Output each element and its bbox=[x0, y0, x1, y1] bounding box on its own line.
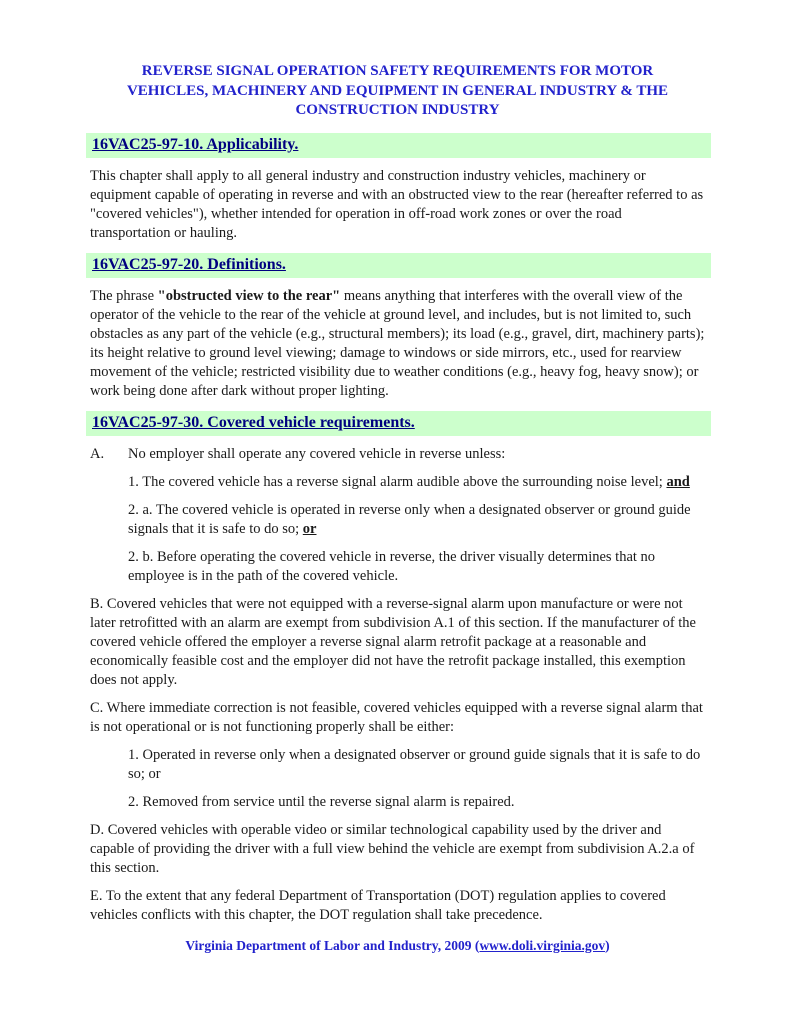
requirement-item-a2a-text: 2. a. The covered vehicle is operated in reverse only when a designated observer or ground guide signals that it is safe to do so; bbox=[128, 501, 691, 537]
requirement-item-a2b: 2. b. Before operating the covered vehicle in reverse, the driver visually determines that no employee is in the path of the covered vehicle. bbox=[128, 548, 656, 584]
requirement-item-a-label: A. bbox=[90, 445, 105, 462]
document-footer bbox=[90, 937, 705, 954]
defined-phrase: "obstructed view to the rear" bbox=[157, 287, 341, 304]
section-heading-link-definitions[interactable]: 16VAC25-97-20. Definitions. bbox=[92, 255, 286, 273]
requirement-item-a1-text: 1. The covered vehicle has a reverse signal alarm audible above the surrounding noise level; bbox=[128, 473, 667, 490]
footer-text-suffix: ) bbox=[605, 937, 610, 953]
requirement-paragraph-b: B. Covered vehicles that were not equipped with a reverse-signal alarm upon manufacture or were not later retrofitted with an alarm are exempt from subdivision A.1 of this section. If the manufacturer of the covered vehicle offered the employer a reverse signal alarm retrofit package at a reasonable and economically feasible cost and the employer did not have the retrofit package installed, this exemption does not apply. bbox=[90, 595, 696, 688]
section-heading-link-covered-vehicle-requirements[interactable]: 16VAC25-97-30. Covered vehicle requirements. bbox=[92, 413, 415, 431]
section-heading-bar-definitions bbox=[86, 253, 711, 278]
definitions-paragraph-prefix: The phrase bbox=[90, 287, 158, 304]
footer-text-prefix: Virginia Department of Labor and Industry, 2009 ( bbox=[185, 937, 480, 953]
document-title-line-3: CONSTRUCTION INDUSTRY bbox=[295, 102, 500, 118]
applicability-paragraph: This chapter shall apply to all general industry and construction industry vehicles, machinery or equipment capable of operating in reverse and with an obstructed view to the rear (hereafter referred to as "covered vehicles"), whether intended for operation in off-road work zones or over the road transportation or hauling. bbox=[90, 167, 704, 241]
requirement-item-a2a bbox=[128, 501, 705, 539]
definitions-paragraph bbox=[90, 287, 705, 401]
requirement-item-a1 bbox=[128, 473, 705, 492]
document-title-line-2: VEHICLES, MACHINERY AND EQUIPMENT IN GENERAL INDUSTRY & THE bbox=[126, 82, 669, 99]
section-heading-bar-covered-vehicle-requirements bbox=[86, 411, 711, 436]
conjunction-or: or bbox=[302, 520, 317, 537]
document-title bbox=[90, 62, 705, 121]
definitions-paragraph-rest: means anything that interferes with the overall view of the operator of the vehicle to the rear of the vehicle at ground level, and includes, but is not limited to, such obstacles as any part of the vehicle (e.g., structural members); its load (e.g., gravel, dirt, machinery parts); its height relative to ground level viewing; damage to windows or side mirrors, etc., used for rearview movement of the vehicle; restricted visibility due to weather conditions (e.g., heavy fog, heavy snow); or work being done after dark without proper lighting. bbox=[90, 287, 705, 399]
conjunction-and: and bbox=[666, 473, 690, 490]
requirement-paragraph-d: D. Covered vehicles with operable video or similar technological capability used by the driver and capable of providing the driver with a full view behind the vehicle are exempt from subdivision A.2.a of this section. bbox=[90, 821, 695, 876]
requirement-paragraph-e: E. To the extent that any federal Department of Transportation (DOT) regulation applies to covered vehicles conflicts with this chapter, the DOT regulation shall take precedence. bbox=[90, 887, 666, 923]
requirement-item-c1: 1. Operated in reverse only when a designated observer or ground guide signals that it is safe to do so; or bbox=[128, 746, 701, 782]
document-title-line-1: REVERSE SIGNAL OPERATION SAFETY REQUIREMENTS FOR MOTOR bbox=[141, 63, 654, 79]
section-heading-link-applicability[interactable]: 16VAC25-97-10. Applicability. bbox=[92, 135, 299, 153]
requirement-item-a bbox=[90, 445, 705, 464]
footer-website-link[interactable]: www.doli.virginia.gov bbox=[479, 937, 606, 953]
requirement-item-a-text: No employer shall operate any covered vehicle in reverse unless: bbox=[128, 445, 506, 462]
requirement-item-c2: 2. Removed from service until the reverse signal alarm is repaired. bbox=[128, 793, 515, 810]
requirement-paragraph-c: C. Where immediate correction is not feasible, covered vehicles equipped with a reverse signal alarm that is not operational or is not functioning properly shall be either: bbox=[90, 699, 703, 735]
section-heading-bar-applicability bbox=[86, 133, 711, 158]
